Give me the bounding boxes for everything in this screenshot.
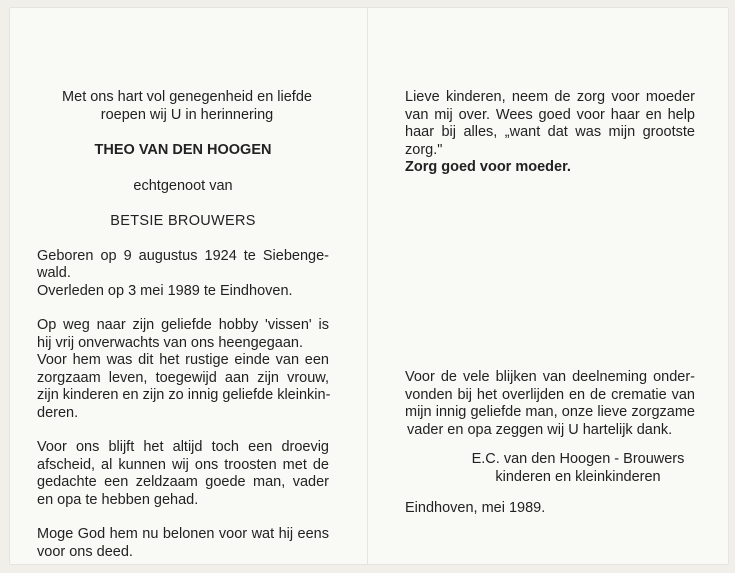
quote-emphasis: Zorg goed voor moeder.	[405, 159, 571, 175]
paragraph-line: afscheid, al kunnen wij ons troosten met de	[37, 456, 329, 473]
paragraph-hobby	[37, 317, 329, 422]
thanks-line: vonden bij het overlijden en de crematie van	[405, 386, 695, 403]
intro-text	[45, 89, 329, 124]
left-page	[37, 89, 329, 561]
paragraph-line: zijn kinderen en zijn zo innig geliefde kleinkin-	[37, 387, 331, 403]
intro-line: roepen wij U in herinnering	[100, 106, 274, 123]
signature-line: kinderen en kleinkinderen	[495, 468, 661, 485]
quote-line: Lieve kinderen, neem de zorg voor moeder	[405, 89, 695, 105]
life-dates	[37, 248, 329, 301]
paragraph-line: hij vrij onverwachts van ons heengegaan.	[37, 334, 303, 351]
thanks-line: mijn innig geliefde man, onze lieve zorgzame	[405, 404, 695, 420]
quote-line: haar bij alles, „want dat was mijn grootste	[405, 124, 695, 140]
thanks-line: vader en opa zeggen wij U hartelijk dank.	[407, 421, 673, 438]
paragraph-line: voor ons deed.	[37, 543, 133, 560]
thanks-line: Voor de vele blijken van deelneming onder-	[405, 369, 695, 385]
intro-line: Met ons hart vol genegenheid en liefde	[62, 89, 312, 105]
thanks-text	[405, 369, 695, 439]
paragraph-line: Voor hem was dit het rustige einde van een	[37, 352, 329, 368]
paragraph-farewell	[37, 439, 329, 509]
dates-line: Overleden op 3 mei 1989 te Eindhoven.	[37, 282, 293, 299]
signature-line: E.C. van den Hoogen - Brouwers	[471, 451, 685, 467]
dates-line: Geboren op 9 augustus 1924 te Siebenge-	[37, 247, 329, 264]
quote-line: zorg."	[405, 141, 443, 158]
deceased-name: THEO VAN DEN HOOGEN	[94, 142, 272, 158]
quote-line: van mij over. Wees goed voor haar en help	[405, 106, 695, 123]
signature	[467, 451, 689, 486]
spouse-name: BETSIE BROUWERS	[110, 213, 256, 229]
paragraph-prayer	[37, 526, 329, 561]
dates-line: wald.	[37, 265, 71, 281]
paragraph-line: deren.	[37, 404, 79, 421]
paragraph-line: Op weg naar zijn geliefde hobby 'vissen' is	[37, 317, 329, 333]
card-fold	[367, 8, 368, 564]
spouse-intro: echtgenoot van	[133, 177, 233, 194]
right-page	[405, 89, 695, 516]
paragraph-line: Moge God hem nu belonen voor wat hij eens	[37, 526, 329, 542]
paragraph-line: en opa te hebben gehad.	[37, 491, 199, 508]
quote-text	[405, 89, 695, 177]
paragraph-line: Voor ons blijft het altijd toch een droevig	[37, 439, 329, 455]
place-date: Eindhoven, mei 1989.	[405, 500, 546, 516]
paragraph-line: gedachte een zeldzaam goede man, vader	[37, 474, 329, 490]
paragraph-line: zorgzaam leven, toegewijd aan zijn vrouw,	[37, 369, 329, 386]
